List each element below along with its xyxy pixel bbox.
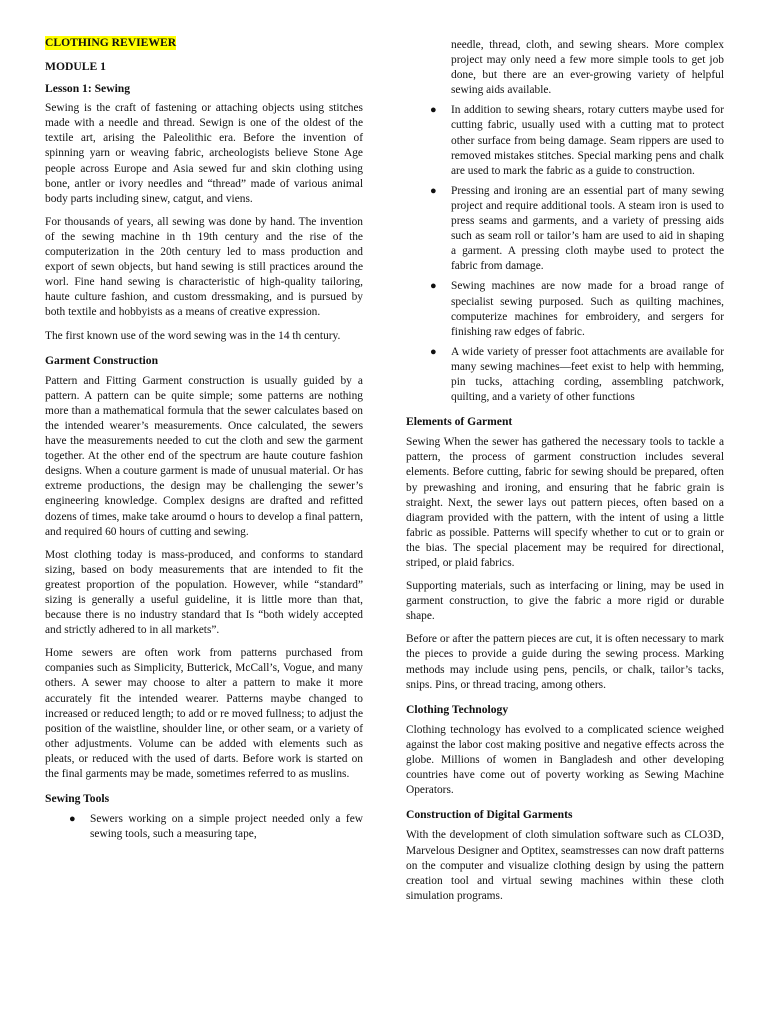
list-item <box>406 279 724 339</box>
sewing-tools-list-continued <box>406 103 724 405</box>
right-column <box>406 38 724 912</box>
paragraph: Sewing is the craft of fastening or attaching objects using stitches made with a needle and thread. Sewign is one of the oldest of the textile art, arising the Paleolithic era. Before the invention of spinning yarn or weaving fabric, archeologists believe Stone Age people across Europe and Asia sewed fur and skin clothing using bone, antler or ivory needles and “thread” made of various animal body parts including sinew, catgut, and viens. <box>45 102 363 205</box>
list-item-text: Sewers working on a simple project needed only a few sewing tools, such a measuring tape, <box>90 813 363 841</box>
bullet-icon: ● <box>430 104 437 117</box>
paragraph: The first known use of the word sewing was in the 14 th century. <box>45 329 341 342</box>
paragraph: With the development of cloth simulation software such as CLO3D, Marvelous Designer and Optitex, seamstresses can now draft patterns on the computer and visualize clothing design by using the pattern creation tool and virtual sewing machines within these cloth simulation programs. <box>406 829 724 902</box>
garment-construction-heading: Garment Construction <box>45 353 159 367</box>
list-item-text: In addition to sewing shears, rotary cutters maybe used for cutting fabric, usually used with a cutting mat to protect other surface from being damage. Seam rippers are used to removed mistakes stitches. Special marking pens and chalk are used to mark the fabric as a guide to construction. <box>451 104 724 177</box>
paragraph: Clothing technology has evolved to a complicated science weighed against the labor cost making positive and negative effects across the globe. Millions of women in Bangladesh and other developing countries have come out of poverty working as Sewing Machine Operators. <box>406 723 724 797</box>
bullet-icon: ● <box>430 280 437 293</box>
paragraph: Pattern and Fitting Garment construction is usually guided by a pattern. A pattern can be quite simple; some patterns are nothing more than a mathematical formula that the sewer calculates based on the intended wearer’s measurements. Once calculated, the sewers have the measurements needed to cut the cloth and sew the garment together. At the other end of the spectrum are haute couture fashion designs. When a couture garment is made of unusual material. Or has extreme productions, the design may be challenging the sewer’s engineering knowledge. Complex designs are drafted and refitted dozens of times, make take aroumd o hours to develop a final pattern, and required 60 hours of cutting and sewing. <box>45 374 363 538</box>
paragraph: Supporting materials, such as interfacing or lining, may be used in garment construction, to give the fabric a more rigid or durable shape. <box>406 580 724 623</box>
paragraph: Most clothing today is mass-produced, and conforms to standard sizing, based on body measurements that are intended to fit the greatest proportion of the population. However, while “standard” sizing is generally a useful guideline, it is little more than that, because there is no industry standard that Is “both widely accepted and strictly adhered to in all markets”. <box>45 548 363 637</box>
list-item <box>406 103 724 178</box>
bullet-icon: ● <box>430 184 437 197</box>
list-item <box>406 184 724 275</box>
left-column <box>45 36 363 847</box>
bullet-icon: ● <box>69 813 76 826</box>
bullet-icon: ● <box>430 345 437 358</box>
list-item-text: Pressing and ironing are an essential part of many sewing project and require additional tools. A steam iron is used to press seams and garments, and a variety of pressing aids such as seam roll or tailor’s ham are used to aid in shaping a garment. A pressing cloth maybe used to protect the fabric from damage. <box>451 184 724 273</box>
list-item-text: A wide variety of presser foot attachments are available for many sewing machines—feet exist to help with hemming, pin tucks, attaching cording, assembling patchwork, quilting, and a variety of other functions <box>451 345 724 404</box>
module-heading: MODULE 1 <box>45 60 106 73</box>
lesson-heading: Lesson 1: Sewing <box>45 82 131 96</box>
list-item-continuation: needle, thread, cloth, and sewing shears. More complex project may only need a few more simple tools to get job done, but there are an ever-growing variety of helpful sewing aids available. <box>451 39 724 97</box>
sewing-tools-heading: Sewing Tools <box>45 792 110 806</box>
document-title: CLOTHING REVIEWER <box>45 36 177 49</box>
list-item-text: Sewing machines are now made for a broad range of specialist sewing purposed. Such as quilting machines, computerize machines for embroidery, and sergers for finishing raw edges of fabric. <box>451 280 724 338</box>
digital-garments-heading: Construction of Digital Garments <box>406 808 573 822</box>
paragraph: Sewing When the sewer has gathered the necessary tools to tackle a pattern, the process of garment construction includes several elements. Before cutting, fabric for sewing should be prepared, often by prewashing and ironing, and ensuring that he fabric grain is straight. Next, the sewer lays out pattern pieces, often based on a diagram provided with the pattern, with the intent of using a little fabric as possible. Patterns will specify whether to cut or to grain or the bias. The special placement may be required for directional, striped, or plaid fabrics. <box>406 436 724 569</box>
elements-of-garment-heading: Elements of Garment <box>406 415 513 429</box>
paragraph: Before or after the pattern pieces are cut, it is often necessary to mark the pieces to provide a guide during the sewing process. Marking methods may include using pens, pencils, or chalk, tailor’s tacks, snips. Pins, or thread tracing, among others. <box>406 633 724 691</box>
paragraph: Home sewers are often work from patterns purchased from companies such as Simplicity, Butterick, McCall’s, Vogue, and many others. A sewer may choose to alter a pattern to make it more accurately fit the intended wearer. Patterns maybe changed to increased or reduced length; to add or re moved fullness; to adjust the position of the waistline, shoulder line, or other seam, or a variety of other adjustments. Volume can be added with elements such as pleats, or reduced with the used of darts. Before work is started on the final garments may be made, sometimes referred to as muslins. <box>45 647 363 781</box>
clothing-technology-heading: Clothing Technology <box>406 702 509 716</box>
list-item <box>45 812 363 842</box>
sewing-tools-list <box>45 812 363 842</box>
paragraph: For thousands of years, all sewing was done by hand. The invention of the sewing machine in th 19th century and the rise of the computerization in the 20th century led to mass production and export of sewn objects, but hand sewing is still practices around the worl. Fine hand sewing is characteristic of high-quality tailoring, haute culture fashion, and custom dressmaking, and is pursued by both textile and hobbyists as a means of creative expression. <box>45 215 363 319</box>
list-item <box>406 345 724 405</box>
